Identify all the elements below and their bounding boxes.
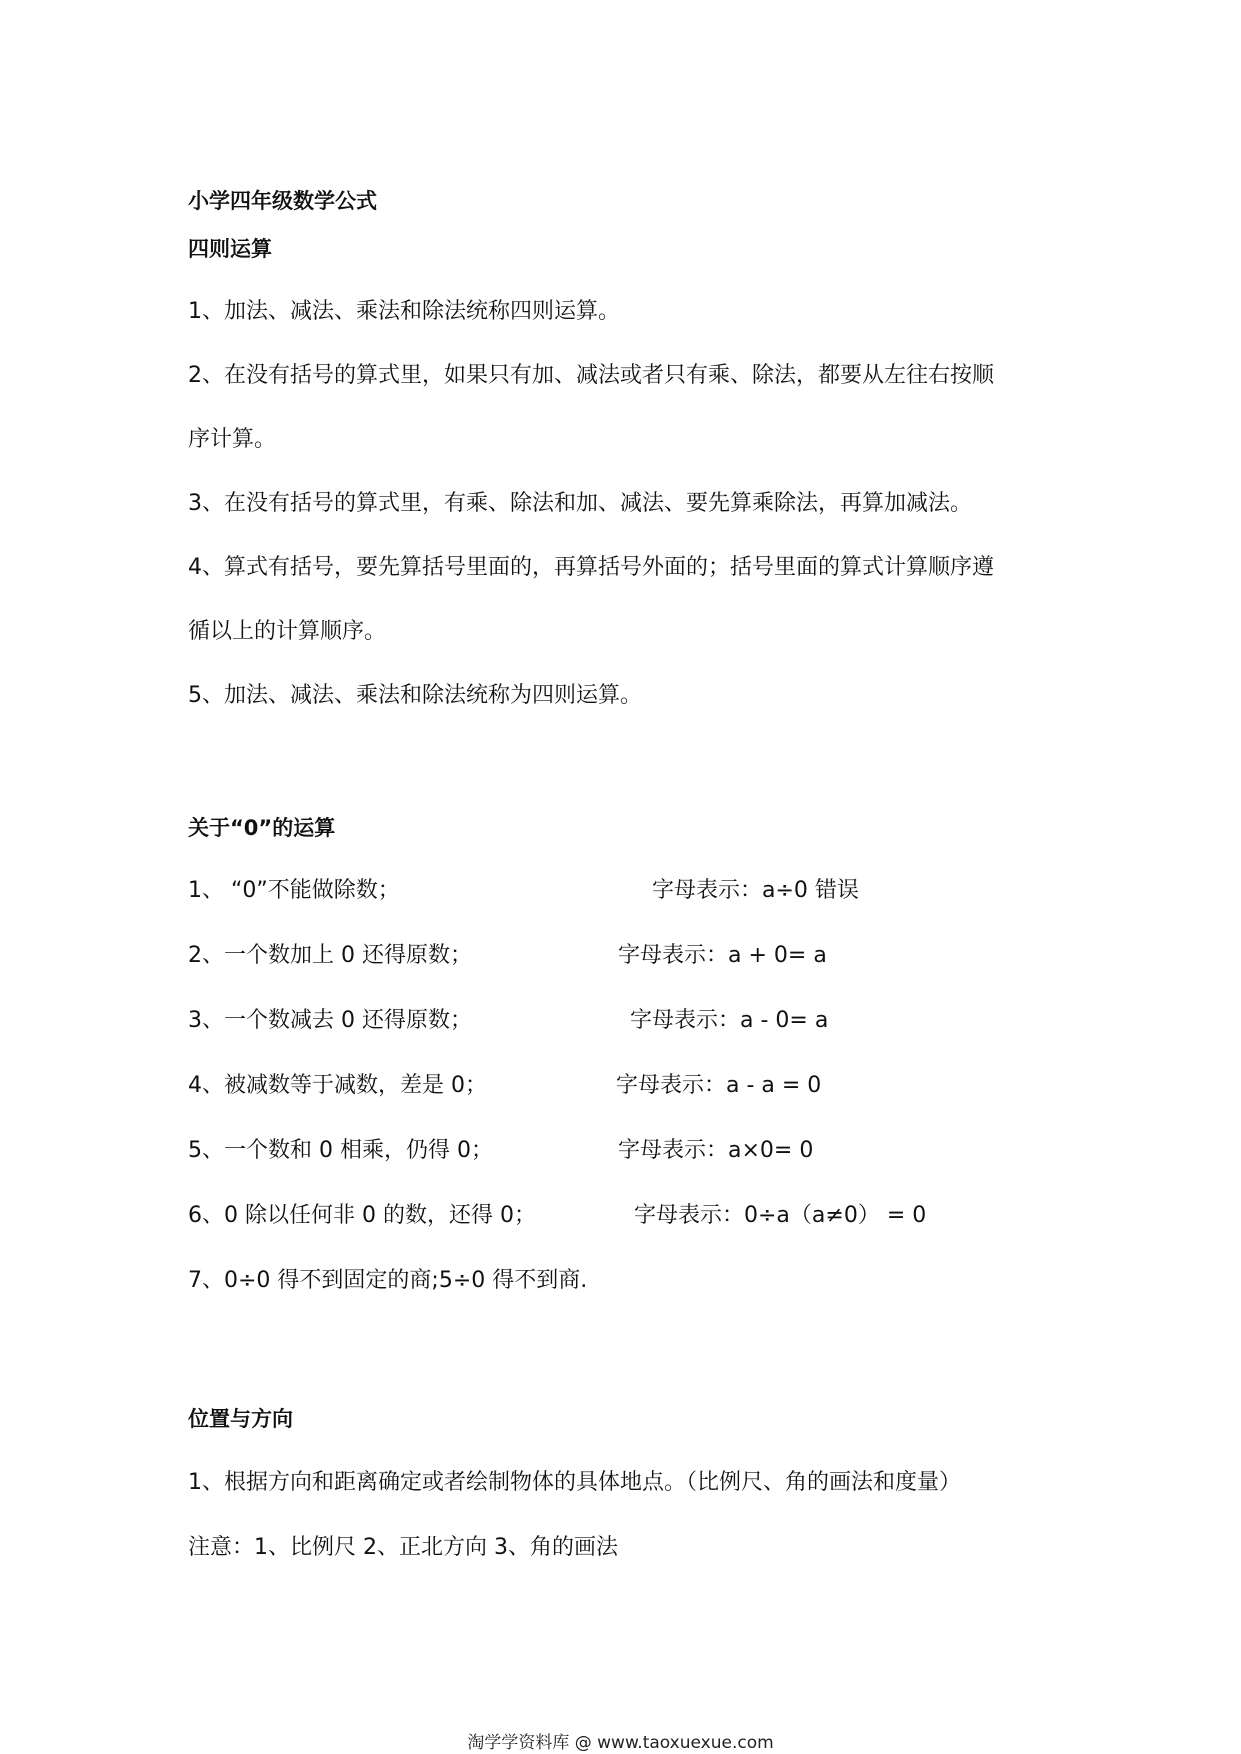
zero-formula-4: 字母表示：a - a = 0 bbox=[616, 1073, 822, 1098]
zero-rule-3: 3、一个数减去 0 还得原数； bbox=[188, 1008, 472, 1033]
zero-formula-1: 字母表示：a÷0 错误 bbox=[652, 878, 859, 903]
zero-formula-3: 字母表示：a - 0= a bbox=[630, 1008, 829, 1033]
position-note: 注意：1、比例尺 2、正北方向 3、角的画法 bbox=[188, 1535, 618, 1560]
section-heading-arithmetic: 四则运算 bbox=[188, 237, 272, 261]
section-heading-zero: 关于“0”的运算 bbox=[188, 816, 336, 840]
zero-rule-6: 6、0 除以任何非 0 的数，还得 0； bbox=[188, 1203, 536, 1228]
paragraph-3: 3、在没有括号的算式里，有乘、除法和加、减法、要先算乘除法，再算加减法。 bbox=[188, 491, 972, 516]
paragraph-1: 1、加法、减法、乘法和除法统称四则运算。 bbox=[188, 299, 620, 324]
zero-rule-5: 5、一个数和 0 相乘，仍得 0； bbox=[188, 1138, 493, 1163]
zero-formula-2: 字母表示：a + 0= a bbox=[618, 943, 827, 968]
zero-rule-7: 7、0÷0 得不到固定的商;5÷0 得不到商. bbox=[188, 1268, 588, 1293]
zero-rule-1: 1、 “0”不能做除数； bbox=[188, 878, 400, 903]
paragraph-4: 4、算式有括号，要先算括号里面的，再算括号外面的；括号里面的算式计算顺序遵 bbox=[188, 555, 994, 580]
paragraph-2-cont: 序计算。 bbox=[188, 427, 277, 452]
zero-formula-6: 字母表示：0÷a（a≠0） = 0 bbox=[634, 1203, 927, 1228]
paragraph-4-cont: 循以上的计算顺序。 bbox=[188, 619, 387, 644]
paragraph-5: 5、加法、减法、乘法和除法统称为四则运算。 bbox=[188, 683, 642, 708]
footer-watermark: 淘学学资料库 @ www.taoxuexue.com bbox=[467, 1733, 774, 1753]
zero-formula-5: 字母表示：a×0= 0 bbox=[618, 1138, 814, 1163]
position-item-1: 1、根据方向和距离确定或者绘制物体的具体地点。（比例尺、角的画法和度量） bbox=[188, 1470, 961, 1495]
paragraph-2: 2、在没有括号的算式里，如果只有加、减法或者只有乘、除法，都要从左往右按顺 bbox=[188, 363, 994, 388]
section-heading-position: 位置与方向 bbox=[188, 1407, 293, 1431]
zero-rule-2: 2、一个数加上 0 还得原数； bbox=[188, 943, 472, 968]
zero-rule-4: 4、被减数等于减数，差是 0； bbox=[188, 1073, 487, 1098]
document-title: 小学四年级数学公式 bbox=[188, 189, 377, 213]
